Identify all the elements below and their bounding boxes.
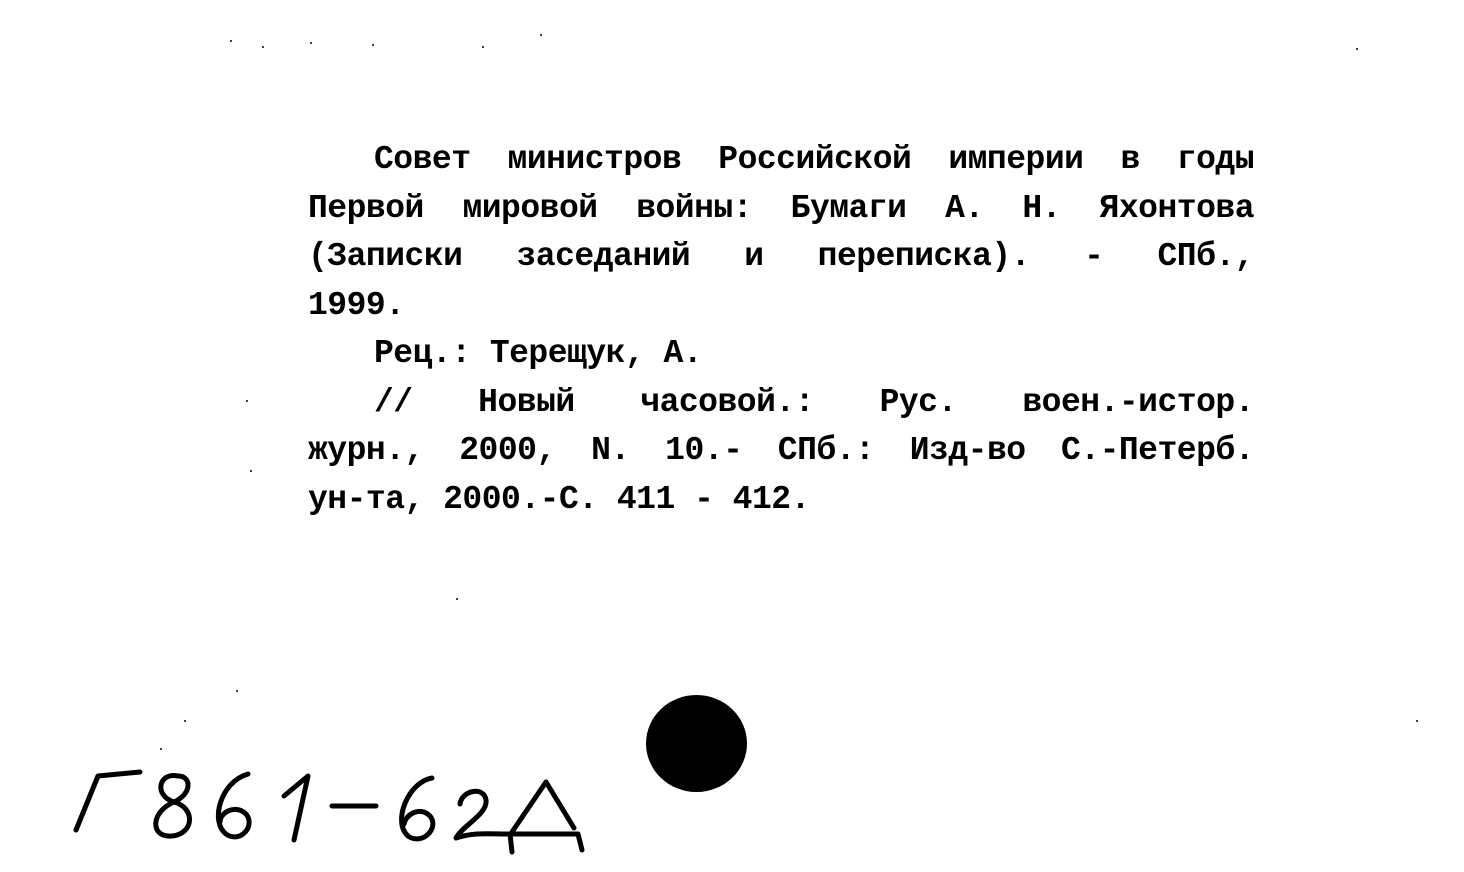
bibliographic-entry [308, 136, 1254, 524]
scan-speck [230, 40, 232, 42]
scan-speck [1416, 720, 1418, 722]
source-line-1: // Новый часовой.: Рус. воен.-истор. [374, 383, 1254, 421]
scan-speck [160, 748, 162, 750]
scan-speck [456, 598, 458, 600]
scan-speck [184, 720, 186, 722]
entry-line-4: 1999. [308, 286, 405, 324]
scan-speck [262, 46, 264, 48]
review-line: Рец.: Терещук, А. [374, 335, 703, 372]
punch-hole [646, 695, 747, 792]
scan-speck [310, 42, 312, 44]
scan-speck [372, 44, 374, 46]
handwritten-shelfmark [70, 762, 600, 862]
source-line-2: журн., 2000, N. 10.- СПб.: Изд-во С.-Петерб. [308, 432, 1254, 469]
entry-line-3: (Записки заседаний и переписка). - СПб., [308, 238, 1254, 275]
source-line-3: ун-та, 2000.-С. 411 - 412. [308, 480, 810, 518]
scan-speck [250, 470, 252, 472]
scan-speck [246, 400, 248, 402]
entry-line-1: Совет министров Российской империи в годы [374, 141, 1254, 178]
scan-speck [482, 46, 484, 48]
scan-speck [1356, 48, 1358, 50]
scan-speck [236, 690, 238, 692]
entry-line-2: Первой мировой войны: Бумаги А. Н. Яхонтова [308, 189, 1254, 227]
scan-speck [540, 34, 542, 36]
